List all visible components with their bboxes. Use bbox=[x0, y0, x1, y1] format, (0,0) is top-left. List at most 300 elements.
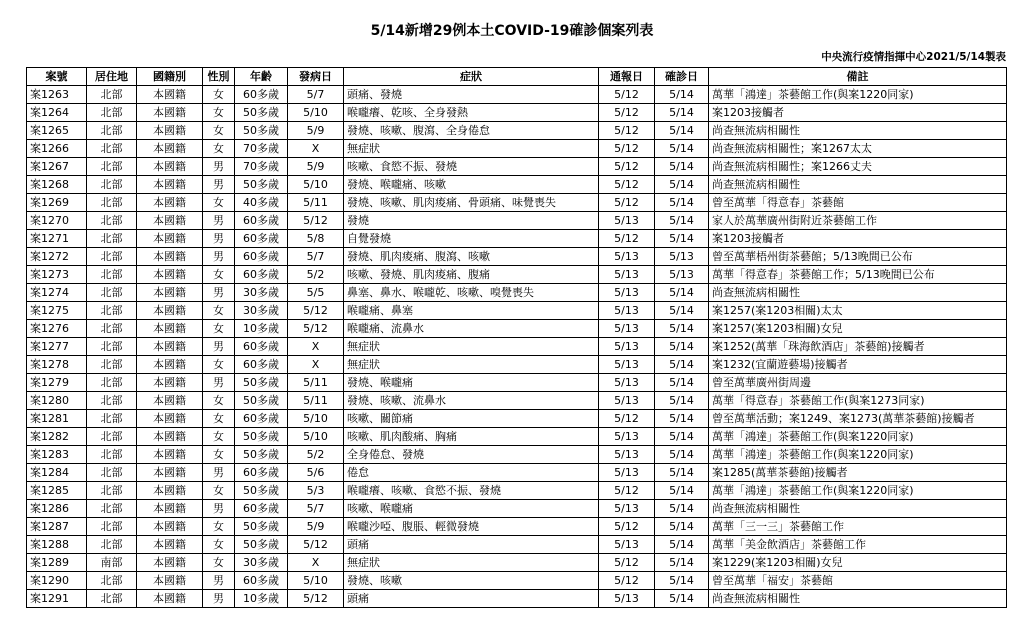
cell-age: 60多歲 bbox=[235, 572, 288, 590]
cell-nationality: 本國籍 bbox=[137, 212, 203, 230]
cell-onset-date: 5/11 bbox=[288, 392, 344, 410]
cell-residence: 北部 bbox=[87, 518, 137, 536]
cell-nationality: 本國籍 bbox=[137, 194, 203, 212]
cell-residence: 北部 bbox=[87, 212, 137, 230]
cell-report-date: 5/12 bbox=[599, 158, 655, 176]
cell-nationality: 本國籍 bbox=[137, 248, 203, 266]
cell-symptoms: 咳嗽、關節痛 bbox=[344, 410, 599, 428]
cell-age: 50多歲 bbox=[235, 518, 288, 536]
cell-confirm-date: 5/13 bbox=[655, 266, 709, 284]
table-row bbox=[27, 248, 1007, 266]
cell-sex: 女 bbox=[203, 482, 235, 500]
cell-residence: 北部 bbox=[87, 482, 137, 500]
cell-symptoms: 無症狀 bbox=[344, 554, 599, 572]
table-row bbox=[27, 104, 1007, 122]
cell-age: 60多歲 bbox=[235, 500, 288, 518]
cell-confirm-date: 5/14 bbox=[655, 428, 709, 446]
cell-symptoms: 發燒、咳嗽、流鼻水 bbox=[344, 392, 599, 410]
cell-nationality: 本國籍 bbox=[137, 572, 203, 590]
cell-onset-date: 5/11 bbox=[288, 194, 344, 212]
cell-report-date: 5/13 bbox=[599, 212, 655, 230]
cell-symptoms: 頭痛 bbox=[344, 590, 599, 608]
cell-report-date: 5/12 bbox=[599, 104, 655, 122]
cell-report-date: 5/13 bbox=[599, 500, 655, 518]
cell-remarks: 尚查無流病相關性；案1267太太 bbox=[709, 140, 1007, 158]
cell-report-date: 5/13 bbox=[599, 374, 655, 392]
cell-sex: 男 bbox=[203, 464, 235, 482]
cell-remarks: 萬華「鴻達」茶藝館工作(與案1220同家) bbox=[709, 86, 1007, 104]
cell-onset-date: 5/12 bbox=[288, 302, 344, 320]
table-row bbox=[27, 572, 1007, 590]
cell-onset-date: X bbox=[288, 140, 344, 158]
cell-age: 30多歲 bbox=[235, 554, 288, 572]
cell-nationality: 本國籍 bbox=[137, 122, 203, 140]
cell-age: 60多歲 bbox=[235, 266, 288, 284]
cell-case-number: 案1271 bbox=[27, 230, 87, 248]
cell-residence: 北部 bbox=[87, 410, 137, 428]
cell-remarks: 尚查無流病相關性 bbox=[709, 284, 1007, 302]
cell-onset-date: 5/12 bbox=[288, 212, 344, 230]
cell-report-date: 5/13 bbox=[599, 320, 655, 338]
cell-report-date: 5/13 bbox=[599, 302, 655, 320]
cell-nationality: 本國籍 bbox=[137, 302, 203, 320]
cell-sex: 女 bbox=[203, 536, 235, 554]
cell-age: 30多歲 bbox=[235, 302, 288, 320]
cell-report-date: 5/12 bbox=[599, 518, 655, 536]
cell-onset-date: 5/2 bbox=[288, 266, 344, 284]
cell-case-number: 案1275 bbox=[27, 302, 87, 320]
cell-confirm-date: 5/14 bbox=[655, 518, 709, 536]
cell-report-date: 5/12 bbox=[599, 140, 655, 158]
cell-confirm-date: 5/14 bbox=[655, 338, 709, 356]
cell-symptoms: 無症狀 bbox=[344, 338, 599, 356]
cell-residence: 北部 bbox=[87, 86, 137, 104]
cell-case-number: 案1284 bbox=[27, 464, 87, 482]
cell-confirm-date: 5/14 bbox=[655, 212, 709, 230]
cell-onset-date: 5/3 bbox=[288, 482, 344, 500]
cell-residence: 北部 bbox=[87, 122, 137, 140]
table-row bbox=[27, 338, 1007, 356]
cell-report-date: 5/13 bbox=[599, 266, 655, 284]
cell-residence: 北部 bbox=[87, 338, 137, 356]
cell-onset-date: X bbox=[288, 356, 344, 374]
cell-case-number: 案1269 bbox=[27, 194, 87, 212]
cell-confirm-date: 5/14 bbox=[655, 356, 709, 374]
table-row bbox=[27, 554, 1007, 572]
cell-sex: 男 bbox=[203, 572, 235, 590]
table-row bbox=[27, 176, 1007, 194]
cell-age: 60多歲 bbox=[235, 248, 288, 266]
cell-confirm-date: 5/14 bbox=[655, 320, 709, 338]
cell-age: 50多歲 bbox=[235, 536, 288, 554]
cell-age: 50多歲 bbox=[235, 428, 288, 446]
cell-confirm-date: 5/14 bbox=[655, 194, 709, 212]
cell-nationality: 本國籍 bbox=[137, 554, 203, 572]
cell-report-date: 5/12 bbox=[599, 410, 655, 428]
cell-nationality: 本國籍 bbox=[137, 590, 203, 608]
cell-age: 60多歲 bbox=[235, 338, 288, 356]
cell-sex: 男 bbox=[203, 284, 235, 302]
cell-case-number: 案1289 bbox=[27, 554, 87, 572]
table-row bbox=[27, 500, 1007, 518]
cell-onset-date: 5/7 bbox=[288, 500, 344, 518]
cell-onset-date: 5/2 bbox=[288, 446, 344, 464]
cell-symptoms: 鼻塞、鼻水、喉嚨乾、咳嗽、嗅覺喪失 bbox=[344, 284, 599, 302]
cell-residence: 北部 bbox=[87, 320, 137, 338]
cell-case-number: 案1276 bbox=[27, 320, 87, 338]
cell-confirm-date: 5/14 bbox=[655, 590, 709, 608]
cell-age: 60多歲 bbox=[235, 410, 288, 428]
table-row bbox=[27, 266, 1007, 284]
table-row bbox=[27, 212, 1007, 230]
cell-residence: 南部 bbox=[87, 554, 137, 572]
cell-onset-date: 5/10 bbox=[288, 410, 344, 428]
cell-remarks: 萬華「鴻達」茶藝館工作(與案1220同家) bbox=[709, 428, 1007, 446]
cell-symptoms: 發燒、咳嗽、腹瀉、全身倦怠 bbox=[344, 122, 599, 140]
table-row bbox=[27, 482, 1007, 500]
table-row bbox=[27, 86, 1007, 104]
cell-onset-date: 5/7 bbox=[288, 248, 344, 266]
header-remarks: 備註 bbox=[709, 68, 1007, 86]
cell-residence: 北部 bbox=[87, 374, 137, 392]
cell-report-date: 5/12 bbox=[599, 194, 655, 212]
cell-remarks: 家人於萬華廣州街附近茶藝館工作 bbox=[709, 212, 1007, 230]
cell-case-number: 案1283 bbox=[27, 446, 87, 464]
cell-report-date: 5/13 bbox=[599, 536, 655, 554]
cell-remarks: 曾至萬華廣州街周邊 bbox=[709, 374, 1007, 392]
cell-confirm-date: 5/14 bbox=[655, 446, 709, 464]
cell-onset-date: 5/9 bbox=[288, 122, 344, 140]
cell-report-date: 5/12 bbox=[599, 176, 655, 194]
table-row bbox=[27, 518, 1007, 536]
cell-nationality: 本國籍 bbox=[137, 482, 203, 500]
cell-onset-date: 5/12 bbox=[288, 590, 344, 608]
cell-nationality: 本國籍 bbox=[137, 410, 203, 428]
cell-confirm-date: 5/14 bbox=[655, 176, 709, 194]
cell-remarks: 尚查無流病相關性；案1266丈夫 bbox=[709, 158, 1007, 176]
cell-onset-date: 5/6 bbox=[288, 464, 344, 482]
cell-remarks: 尚查無流病相關性 bbox=[709, 176, 1007, 194]
cell-report-date: 5/13 bbox=[599, 248, 655, 266]
header-report-date: 通報日 bbox=[599, 68, 655, 86]
header-confirm-date: 確診日 bbox=[655, 68, 709, 86]
cell-symptoms: 咳嗽、喉嚨痛 bbox=[344, 500, 599, 518]
cell-age: 50多歲 bbox=[235, 446, 288, 464]
cell-sex: 女 bbox=[203, 392, 235, 410]
cell-onset-date: 5/11 bbox=[288, 374, 344, 392]
document-title: 5/14新增29例本土COVID-19確診個案列表 bbox=[370, 23, 654, 39]
cell-age: 40多歲 bbox=[235, 194, 288, 212]
cell-residence: 北部 bbox=[87, 464, 137, 482]
cell-case-number: 案1278 bbox=[27, 356, 87, 374]
cell-symptoms: 發燒、咳嗽 bbox=[344, 572, 599, 590]
cell-sex: 女 bbox=[203, 554, 235, 572]
cell-age: 50多歲 bbox=[235, 104, 288, 122]
cell-residence: 北部 bbox=[87, 248, 137, 266]
cell-sex: 女 bbox=[203, 518, 235, 536]
cell-report-date: 5/13 bbox=[599, 428, 655, 446]
document-source: 中央流行疫情指揮中心2021/5/14製表 bbox=[821, 51, 1006, 63]
cell-nationality: 本國籍 bbox=[137, 428, 203, 446]
cell-sex: 男 bbox=[203, 158, 235, 176]
table-row bbox=[27, 140, 1007, 158]
cell-case-number: 案1268 bbox=[27, 176, 87, 194]
cell-nationality: 本國籍 bbox=[137, 320, 203, 338]
cell-age: 30多歲 bbox=[235, 284, 288, 302]
cell-remarks: 曾至萬華活動；案1249、案1273(萬華茶藝館)接觸者 bbox=[709, 410, 1007, 428]
cell-confirm-date: 5/14 bbox=[655, 392, 709, 410]
cell-age: 70多歲 bbox=[235, 140, 288, 158]
case-table bbox=[26, 67, 1007, 608]
cell-symptoms: 咳嗽、食慾不振、發燒 bbox=[344, 158, 599, 176]
table-row bbox=[27, 356, 1007, 374]
cell-case-number: 案1290 bbox=[27, 572, 87, 590]
cell-sex: 女 bbox=[203, 410, 235, 428]
table-row bbox=[27, 446, 1007, 464]
cell-case-number: 案1272 bbox=[27, 248, 87, 266]
cell-confirm-date: 5/14 bbox=[655, 554, 709, 572]
cell-sex: 女 bbox=[203, 356, 235, 374]
cell-symptoms: 自覺發燒 bbox=[344, 230, 599, 248]
cell-confirm-date: 5/14 bbox=[655, 482, 709, 500]
cell-age: 50多歲 bbox=[235, 176, 288, 194]
cell-residence: 北部 bbox=[87, 500, 137, 518]
cell-symptoms: 發燒、咳嗽、肌肉痠痛、骨頭痛、味覺喪失 bbox=[344, 194, 599, 212]
table-row bbox=[27, 410, 1007, 428]
cell-report-date: 5/13 bbox=[599, 392, 655, 410]
cell-symptoms: 喉嚨痛、鼻塞 bbox=[344, 302, 599, 320]
cell-symptoms: 發燒 bbox=[344, 212, 599, 230]
cell-report-date: 5/13 bbox=[599, 446, 655, 464]
header-symptoms: 症狀 bbox=[344, 68, 599, 86]
table-row bbox=[27, 230, 1007, 248]
table-row bbox=[27, 302, 1007, 320]
cell-nationality: 本國籍 bbox=[137, 158, 203, 176]
cell-sex: 男 bbox=[203, 374, 235, 392]
cell-nationality: 本國籍 bbox=[137, 284, 203, 302]
cell-residence: 北部 bbox=[87, 176, 137, 194]
cell-case-number: 案1264 bbox=[27, 104, 87, 122]
cell-symptoms: 無症狀 bbox=[344, 356, 599, 374]
cell-sex: 女 bbox=[203, 302, 235, 320]
table-header-row bbox=[27, 68, 1007, 86]
cell-report-date: 5/13 bbox=[599, 284, 655, 302]
cell-nationality: 本國籍 bbox=[137, 392, 203, 410]
cell-onset-date: 5/8 bbox=[288, 230, 344, 248]
cell-nationality: 本國籍 bbox=[137, 374, 203, 392]
cell-confirm-date: 5/14 bbox=[655, 230, 709, 248]
cell-onset-date: 5/10 bbox=[288, 104, 344, 122]
cell-remarks: 萬華「三一三」茶藝館工作 bbox=[709, 518, 1007, 536]
cell-case-number: 案1281 bbox=[27, 410, 87, 428]
cell-residence: 北部 bbox=[87, 590, 137, 608]
cell-remarks: 萬華「美金飲酒店」茶藝館工作 bbox=[709, 536, 1007, 554]
cell-confirm-date: 5/13 bbox=[655, 248, 709, 266]
cell-sex: 男 bbox=[203, 176, 235, 194]
cell-age: 10多歲 bbox=[235, 320, 288, 338]
cell-symptoms: 喉嚨癢、乾咳、全身發熱 bbox=[344, 104, 599, 122]
cell-sex: 女 bbox=[203, 428, 235, 446]
cell-case-number: 案1273 bbox=[27, 266, 87, 284]
cell-sex: 女 bbox=[203, 194, 235, 212]
cell-report-date: 5/12 bbox=[599, 482, 655, 500]
cell-residence: 北部 bbox=[87, 140, 137, 158]
cell-nationality: 本國籍 bbox=[137, 266, 203, 284]
cell-sex: 男 bbox=[203, 212, 235, 230]
cell-symptoms: 全身倦怠、發燒 bbox=[344, 446, 599, 464]
cell-report-date: 5/12 bbox=[599, 86, 655, 104]
cell-sex: 男 bbox=[203, 248, 235, 266]
table-row bbox=[27, 428, 1007, 446]
cell-remarks: 案1203接觸者 bbox=[709, 230, 1007, 248]
cell-confirm-date: 5/14 bbox=[655, 86, 709, 104]
cell-case-number: 案1274 bbox=[27, 284, 87, 302]
cell-residence: 北部 bbox=[87, 284, 137, 302]
cell-remarks: 尚查無流病相關性 bbox=[709, 590, 1007, 608]
cell-residence: 北部 bbox=[87, 572, 137, 590]
table-row bbox=[27, 536, 1007, 554]
cell-age: 60多歲 bbox=[235, 464, 288, 482]
cell-nationality: 本國籍 bbox=[137, 104, 203, 122]
header-sex: 性別 bbox=[203, 68, 235, 86]
table-row bbox=[27, 590, 1007, 608]
cell-symptoms: 咳嗽、發燒、肌肉痠痛、腹痛 bbox=[344, 266, 599, 284]
cell-symptoms: 喉嚨痛、流鼻水 bbox=[344, 320, 599, 338]
cell-remarks: 案1252(萬華「珠海飲酒店」茶藝館)接觸者 bbox=[709, 338, 1007, 356]
cell-residence: 北部 bbox=[87, 266, 137, 284]
cell-remarks: 萬華「得意春」茶藝館工作(與案1273同家) bbox=[709, 392, 1007, 410]
header-case-number: 案號 bbox=[27, 68, 87, 86]
table-row bbox=[27, 374, 1007, 392]
cell-case-number: 案1270 bbox=[27, 212, 87, 230]
cell-report-date: 5/13 bbox=[599, 356, 655, 374]
cell-residence: 北部 bbox=[87, 104, 137, 122]
cell-case-number: 案1288 bbox=[27, 536, 87, 554]
cell-confirm-date: 5/14 bbox=[655, 374, 709, 392]
cell-confirm-date: 5/14 bbox=[655, 536, 709, 554]
cell-residence: 北部 bbox=[87, 194, 137, 212]
cell-residence: 北部 bbox=[87, 536, 137, 554]
cell-age: 60多歲 bbox=[235, 86, 288, 104]
cell-nationality: 本國籍 bbox=[137, 536, 203, 554]
cell-onset-date: 5/7 bbox=[288, 86, 344, 104]
cell-remarks: 案1203接觸者 bbox=[709, 104, 1007, 122]
cell-remarks: 尚查無流病相關性 bbox=[709, 500, 1007, 518]
cell-age: 60多歲 bbox=[235, 212, 288, 230]
cell-confirm-date: 5/14 bbox=[655, 410, 709, 428]
cell-residence: 北部 bbox=[87, 392, 137, 410]
cell-remarks: 曾至萬華梧州街茶藝館；5/13晚間已公布 bbox=[709, 248, 1007, 266]
cell-sex: 男 bbox=[203, 590, 235, 608]
cell-remarks: 曾至萬華「福安」茶藝館 bbox=[709, 572, 1007, 590]
cell-onset-date: 5/9 bbox=[288, 158, 344, 176]
cell-remarks: 案1285(萬華茶藝館)接觸者 bbox=[709, 464, 1007, 482]
cell-residence: 北部 bbox=[87, 302, 137, 320]
cell-confirm-date: 5/14 bbox=[655, 302, 709, 320]
cell-report-date: 5/12 bbox=[599, 122, 655, 140]
cell-report-date: 5/12 bbox=[599, 230, 655, 248]
table-row bbox=[27, 320, 1007, 338]
cell-remarks: 案1232(宜蘭遊藝場)接觸者 bbox=[709, 356, 1007, 374]
cell-case-number: 案1286 bbox=[27, 500, 87, 518]
cell-symptoms: 發燒、喉嚨痛 bbox=[344, 374, 599, 392]
cell-residence: 北部 bbox=[87, 428, 137, 446]
cell-residence: 北部 bbox=[87, 446, 137, 464]
header-age: 年齡 bbox=[235, 68, 288, 86]
cell-age: 10多歲 bbox=[235, 590, 288, 608]
cell-case-number: 案1291 bbox=[27, 590, 87, 608]
cell-residence: 北部 bbox=[87, 230, 137, 248]
cell-symptoms: 喉嚨沙啞、腹脹、輕微發燒 bbox=[344, 518, 599, 536]
cell-report-date: 5/13 bbox=[599, 590, 655, 608]
cell-age: 50多歲 bbox=[235, 122, 288, 140]
cell-nationality: 本國籍 bbox=[137, 518, 203, 536]
cell-confirm-date: 5/14 bbox=[655, 158, 709, 176]
cell-confirm-date: 5/14 bbox=[655, 464, 709, 482]
cell-residence: 北部 bbox=[87, 356, 137, 374]
cell-case-number: 案1277 bbox=[27, 338, 87, 356]
cell-onset-date: 5/9 bbox=[288, 518, 344, 536]
cell-symptoms: 發燒、肌肉痠痛、腹瀉、咳嗽 bbox=[344, 248, 599, 266]
cell-case-number: 案1267 bbox=[27, 158, 87, 176]
cell-nationality: 本國籍 bbox=[137, 464, 203, 482]
cell-sex: 女 bbox=[203, 446, 235, 464]
cell-remarks: 案1229(案1203相關)女兒 bbox=[709, 554, 1007, 572]
header-residence: 居住地 bbox=[87, 68, 137, 86]
cell-remarks: 萬華「鴻達」茶藝館工作(與案1220同家) bbox=[709, 446, 1007, 464]
cell-nationality: 本國籍 bbox=[137, 446, 203, 464]
table-row bbox=[27, 464, 1007, 482]
cell-onset-date: 5/5 bbox=[288, 284, 344, 302]
cell-onset-date: X bbox=[288, 338, 344, 356]
cell-report-date: 5/12 bbox=[599, 554, 655, 572]
cell-report-date: 5/13 bbox=[599, 464, 655, 482]
cell-nationality: 本國籍 bbox=[137, 86, 203, 104]
cell-sex: 男 bbox=[203, 500, 235, 518]
cell-remarks: 案1257(案1203相關)女兒 bbox=[709, 320, 1007, 338]
cell-case-number: 案1263 bbox=[27, 86, 87, 104]
cell-case-number: 案1266 bbox=[27, 140, 87, 158]
cell-confirm-date: 5/14 bbox=[655, 284, 709, 302]
cell-onset-date: 5/10 bbox=[288, 572, 344, 590]
cell-symptoms: 頭痛、發燒 bbox=[344, 86, 599, 104]
cell-sex: 女 bbox=[203, 320, 235, 338]
cell-age: 50多歲 bbox=[235, 374, 288, 392]
table-row bbox=[27, 284, 1007, 302]
cell-age: 60多歲 bbox=[235, 356, 288, 374]
cell-confirm-date: 5/14 bbox=[655, 140, 709, 158]
cell-confirm-date: 5/14 bbox=[655, 122, 709, 140]
cell-onset-date: 5/10 bbox=[288, 176, 344, 194]
cell-onset-date: 5/12 bbox=[288, 536, 344, 554]
cell-sex: 女 bbox=[203, 104, 235, 122]
table-row bbox=[27, 122, 1007, 140]
cell-case-number: 案1287 bbox=[27, 518, 87, 536]
cell-sex: 男 bbox=[203, 338, 235, 356]
cell-case-number: 案1282 bbox=[27, 428, 87, 446]
cell-sex: 女 bbox=[203, 86, 235, 104]
cell-symptoms: 發燒、喉嚨痛、咳嗽 bbox=[344, 176, 599, 194]
table-row bbox=[27, 194, 1007, 212]
cell-confirm-date: 5/14 bbox=[655, 572, 709, 590]
cell-age: 50多歲 bbox=[235, 392, 288, 410]
cell-nationality: 本國籍 bbox=[137, 338, 203, 356]
cell-age: 60多歲 bbox=[235, 230, 288, 248]
header-onset-date: 發病日 bbox=[288, 68, 344, 86]
cell-case-number: 案1285 bbox=[27, 482, 87, 500]
cell-remarks: 萬華「鴻達」茶藝館工作(與案1220同家) bbox=[709, 482, 1007, 500]
cell-remarks: 萬華「得意春」茶藝館工作；5/13晚間已公布 bbox=[709, 266, 1007, 284]
